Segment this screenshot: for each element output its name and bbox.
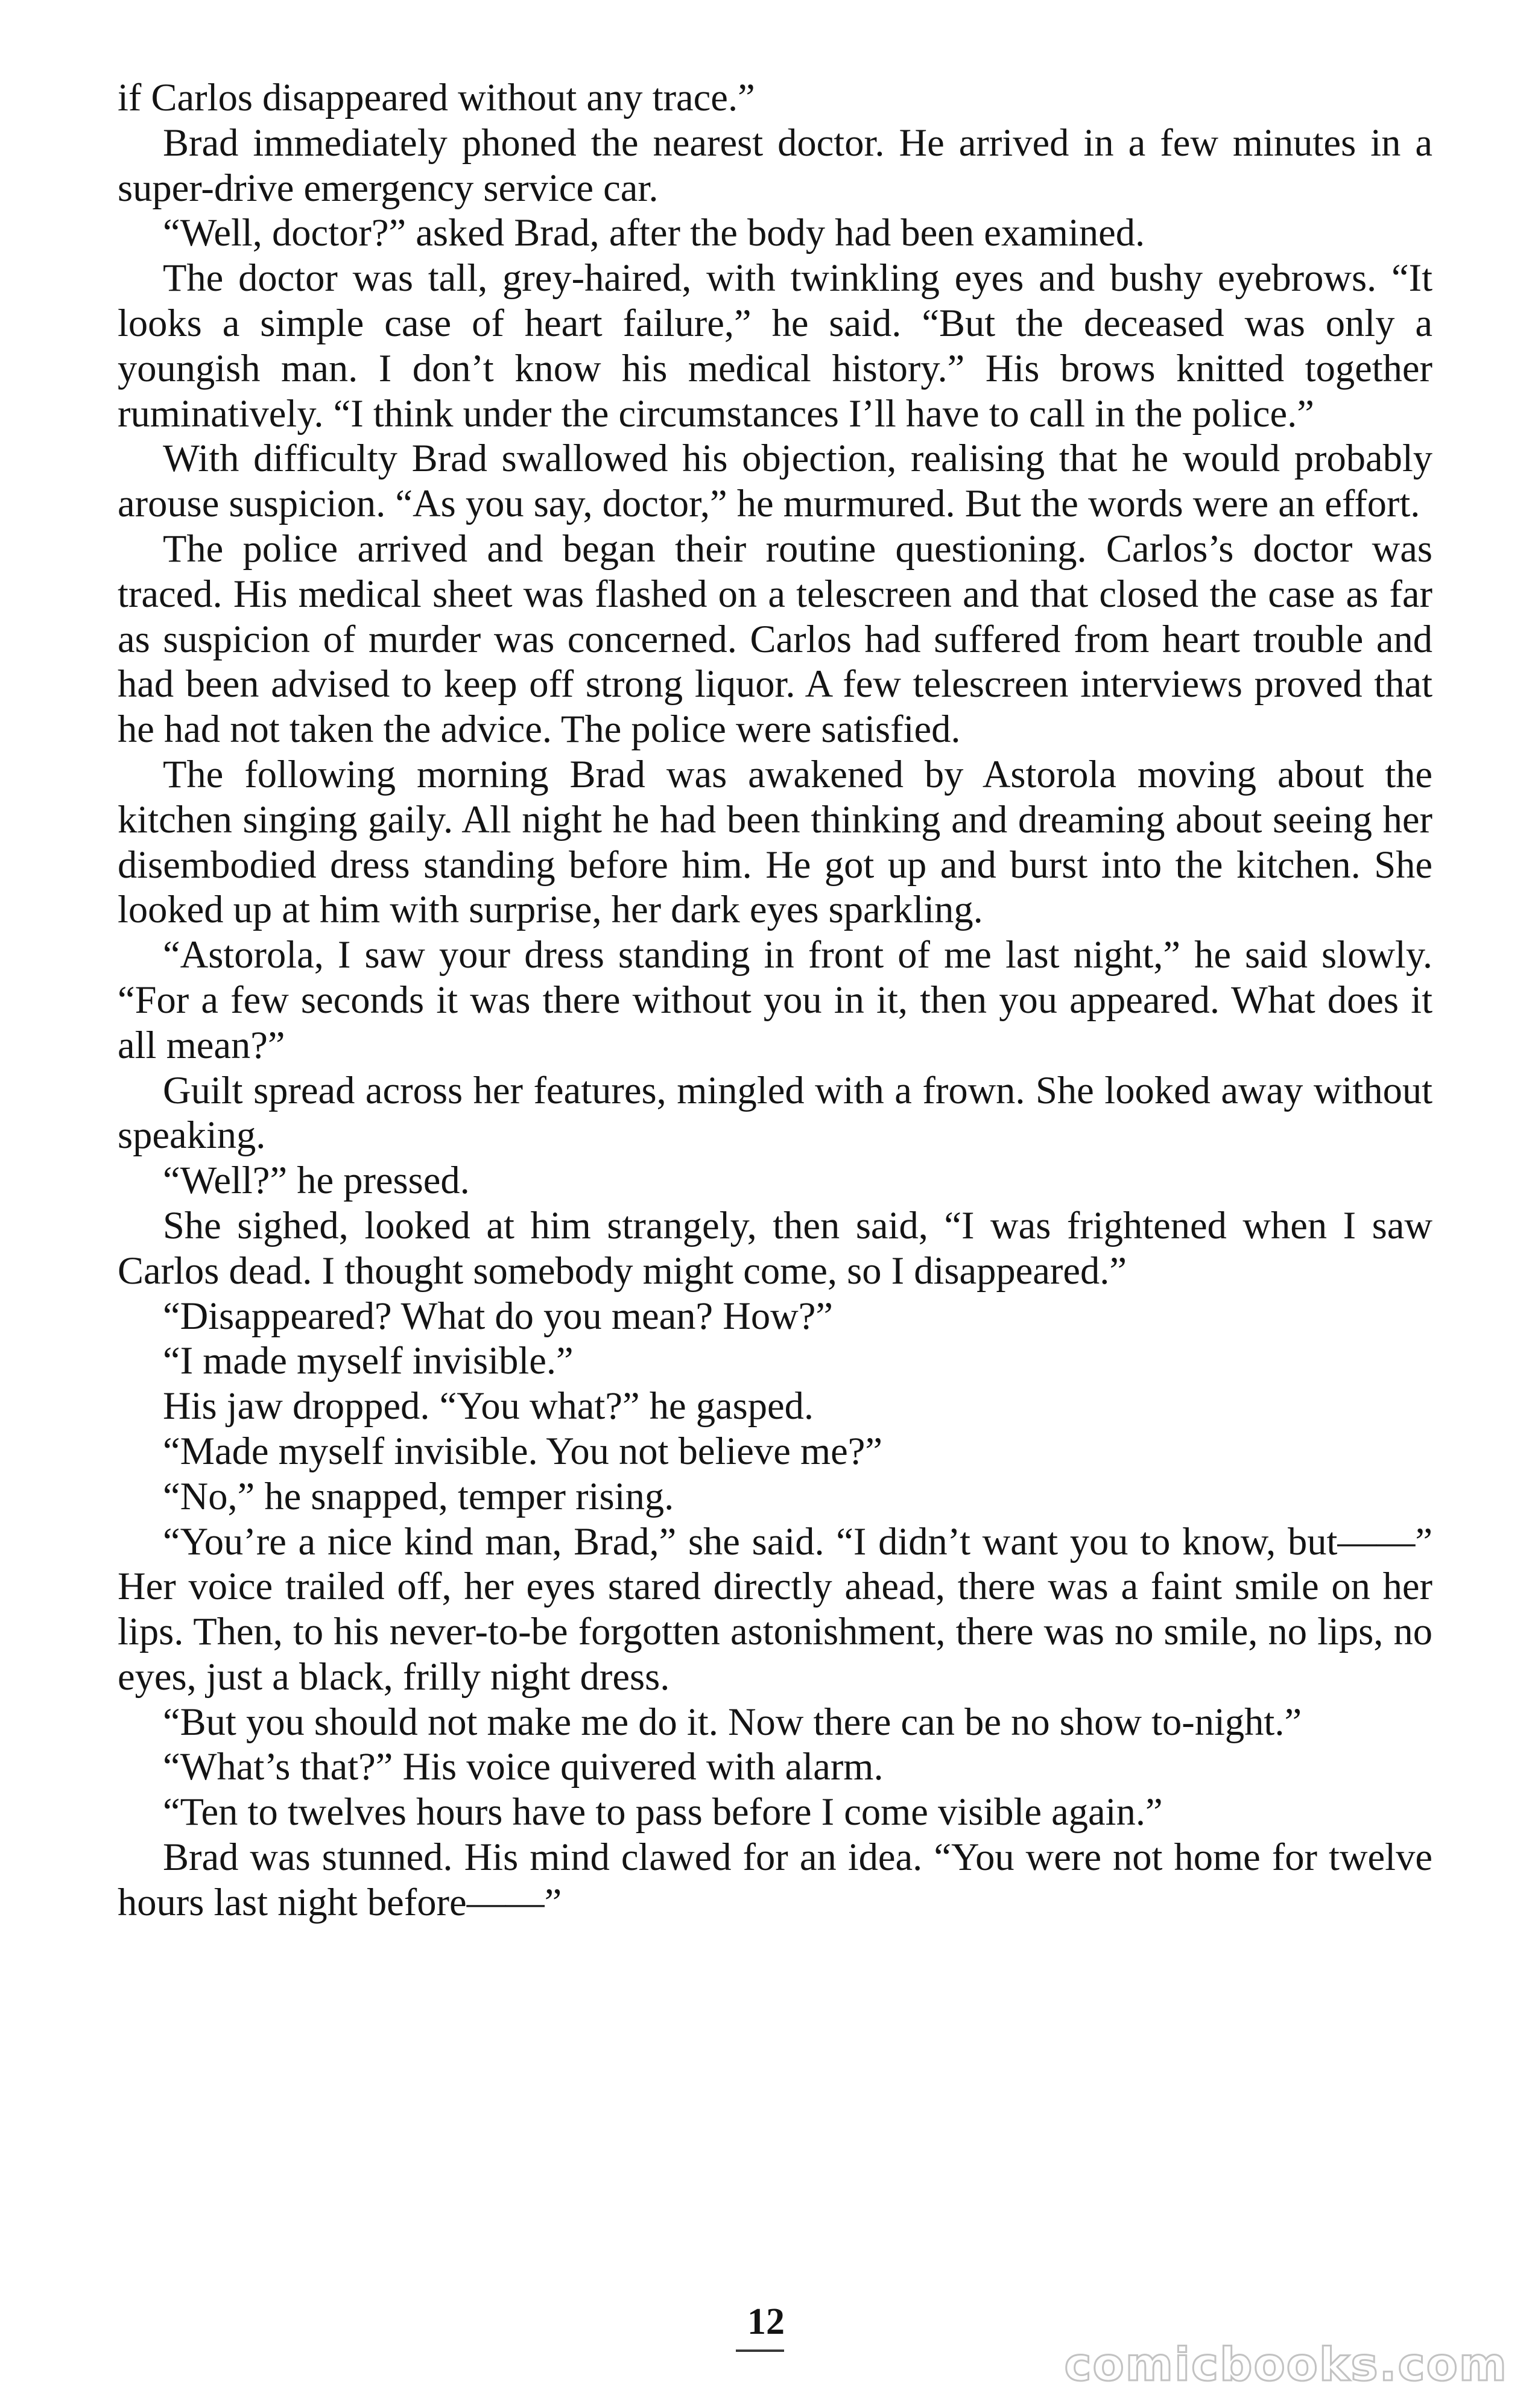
paragraph: “No,” he snapped, temper rising. xyxy=(163,1474,674,1518)
paragraph: “Disappeared? What do you mean? How?” xyxy=(163,1294,833,1337)
paragraph: “I made myself invisible.” xyxy=(163,1339,574,1383)
paragraph: “Well?” he pressed. xyxy=(163,1159,470,1202)
paragraph: His jaw dropped. “You what?” he gasped. xyxy=(163,1384,814,1428)
paragraph: “Well, doctor?” asked Brad, after the body had been examined. xyxy=(163,211,1145,255)
paragraph: “Ten to twelves hours have to pass before I come visible again.” xyxy=(163,1790,1163,1834)
paragraph: Brad was stunned. His mind clawed for an idea. “You were not home for twelve hours last night before——” xyxy=(118,1836,1432,1924)
paragraph: if Carlos disappeared without any trace.” xyxy=(118,76,755,119)
paragraph: “But you should not make me do it. Now there can be no show to-night.” xyxy=(163,1700,1302,1743)
paragraph: “Astorola, I saw your dress standing in front of me last night,” he said slowly. “For a few seconds it was there without you in it, then you appeared. What does it all mean?” xyxy=(118,933,1432,1066)
watermark-logo: comicbooks.com xyxy=(1064,2337,1508,2391)
paragraph: “Made myself invisible. You not believe me?” xyxy=(163,1429,882,1472)
page-number: 12 xyxy=(747,2301,785,2342)
paragraph: With difficulty Brad swallowed his objection, realising that he would probably arouse suspicion. “As you say, doctor,” he murmured. But the words were an effort. xyxy=(118,437,1432,525)
paragraph: The following morning Brad was awakened by Astorola moving about the kitchen singing gaily. All night he had been thinking and dreaming about seeing her disembodied dress standing before him. He got up and burst into the kitchen. She looked up at him with surprise, her dark eyes sparkling. xyxy=(118,752,1432,931)
paragraph: Brad immediately phoned the nearest doctor. He arrived in a few minutes in a super-drive emergency service car. xyxy=(118,121,1432,209)
page-number-underline xyxy=(736,2349,784,2352)
paragraph: She sighed, looked at him strangely, then said, “I was frightened when I saw Carlos dead. I thought somebody might come, so I disappeared.” xyxy=(118,1203,1432,1292)
paragraph: The police arrived and began their routine questioning. Carlos’s doctor was traced. His medical sheet was flashed on a telescreen and that closed the case as far as suspicion of murder was concerned. Carlos had suffered from heart trouble and had been advised to keep off strong liquor. A few telescreen interviews proved that he had not taken the advice. The police were satisfied. xyxy=(118,527,1432,751)
paragraph: Guilt spread across her features, mingled with a frown. She looked away without speaking. xyxy=(118,1068,1432,1157)
paragraph: “What’s that?” His voice quivered with alarm. xyxy=(163,1745,884,1789)
paragraph: “You’re a nice kind man, Brad,” she said. “I didn’t want you to know, but——” Her voice trailed off, her eyes stared directly ahead, there was a faint smile on her lips. Then, to his never-to-be forgotten astonishment, there was no smile, no lips, no eyes, just a black, frilly night dress. xyxy=(118,1519,1432,1698)
paragraph: The doctor was tall, grey-haired, with twinkling eyes and bushy eyebrows. “It looks a simple case of heart failure,” he said. “But the deceased was only a youngish man. I don’t know his medical history.” His brows knitted together ruminatively. “I think under the circumstances I’ll have to call in the police.” xyxy=(118,256,1432,435)
story-text xyxy=(118,75,1432,1925)
